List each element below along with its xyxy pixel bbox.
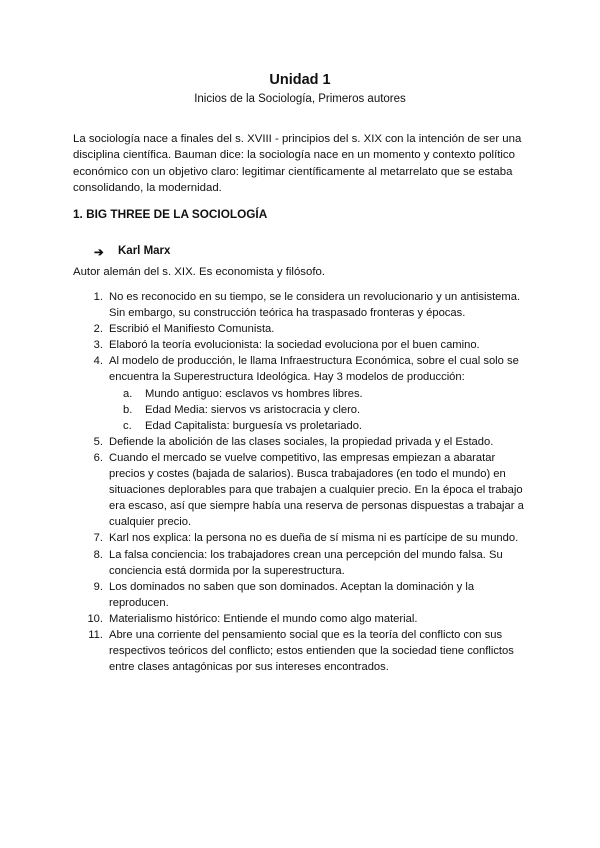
- list-item-text: No es reconocido en su tiempo, se le considera un revolucionario y un antisistema. Sin embargo, su construcción teórica ha traspasado fronteras y épocas.: [109, 291, 521, 320]
- list-number: 3.: [93, 339, 103, 352]
- sub-list-item: [109, 418, 533, 434]
- intro-paragraph: La sociología nace a finales del s. XVIII - principios del s. XIX con la intención de ser una disciplina científica. Bauman dice: la sociología nace en un momento y contexto político económico con un objetivo claro: legitimar científicamente al metarrelato que se estaba consolidando, la modernidad.: [73, 133, 522, 194]
- list-item: [73, 627, 533, 675]
- list-item: [73, 450, 533, 530]
- author-name: Karl Marx: [118, 245, 171, 257]
- list-number: 9.: [93, 580, 103, 593]
- list-item: [73, 289, 533, 321]
- sub-list-letter: c.: [123, 419, 132, 432]
- list-item-text: La falsa conciencia: los trabajadores crean una percepción del mundo falsa. Su conciencia está dormida por la superestructura.: [109, 548, 503, 577]
- arrow-icon: ➔: [94, 247, 104, 259]
- sub-list-text: Mundo antiguo: esclavos vs hombres libres.: [145, 387, 363, 400]
- list-number: 1.: [93, 291, 103, 303]
- list-number: 8.: [93, 548, 103, 561]
- list-item-text: Defiende la abolición de las clases sociales, la propiedad privada y el Estado.: [109, 435, 494, 448]
- list-item-text: Los dominados no saben que son dominados. Aceptan la dominación y la reproducen.: [109, 580, 475, 609]
- list-item: [73, 337, 533, 353]
- list-item-text: Cuando el mercado se vuelve competitivo, las empresas empiezan a abaratar precios y costes (bajada de salarios). Busca trabajadores (en todo el mundo) en situaciones deplorables para que trabajen a cualquier precio. En la época el trabajo era escaso, así que siempre había una reserva de personas dispuestas a trabajar a cualquier precio.: [109, 451, 524, 529]
- list-item: [73, 434, 533, 450]
- list-item-text: Al modelo de producción, le llama Infraestructura Económica, sobre el cual solo se encuentra la Superestructura Ideológica. Hay 3 modelos de producción:: [109, 355, 519, 384]
- list-item-text: Escribió el Manifiesto Comunista.: [109, 323, 275, 336]
- list-item: [73, 353, 533, 433]
- list-item: [73, 321, 533, 337]
- list-item: [73, 611, 533, 627]
- list-item-text: Elaboró la teoría evolucionista: la sociedad evoluciona por el buen camino.: [109, 339, 480, 352]
- list-number: 5.: [93, 435, 103, 448]
- list-item: [73, 530, 533, 546]
- list-number: 4.: [93, 355, 103, 368]
- author-heading: [94, 245, 171, 259]
- list-number: 2.: [93, 323, 103, 336]
- list-item-text: Karl nos explica: la persona no es dueña de sí misma ni es partícipe de su mundo.: [109, 532, 519, 545]
- list-number: 6.: [93, 451, 103, 464]
- list-number: 10.: [87, 612, 103, 625]
- sub-list-item: [109, 386, 533, 402]
- list-item-text: Abre una corriente del pensamiento social que es la teoría del conflicto con sus respectivos teóricos del conflicto; estos entienden que la sociedad tiene conflictos entre clases antagónicas por sus intereses encontrados.: [109, 628, 514, 674]
- sub-list-letter: b.: [123, 403, 133, 416]
- sub-list-letter: a.: [123, 387, 133, 400]
- list-number: 7.: [93, 532, 103, 545]
- numbered-list: [73, 289, 533, 675]
- list-item: [73, 547, 533, 579]
- list-item-text: Materialismo histórico: Entiende el mundo como algo material.: [109, 612, 418, 625]
- sub-list: [109, 386, 533, 434]
- page-subtitle: Inicios de la Sociología, Primeros autores: [194, 93, 406, 105]
- page-title: Unidad 1: [269, 72, 331, 88]
- author-description: Autor alemán del s. XIX. Es economista y filósofo.: [73, 266, 325, 278]
- list-number: 11.: [88, 628, 103, 641]
- sub-list-text: Edad Media: siervos vs aristocracia y clero.: [145, 403, 361, 416]
- sub-list-item: [109, 402, 533, 418]
- list-item: [73, 579, 533, 611]
- sub-list-text: Edad Capitalista: burguesía vs proletariado.: [145, 419, 363, 432]
- section-heading: 1. BIG THREE DE LA SOCIOLOGÍA: [73, 207, 268, 221]
